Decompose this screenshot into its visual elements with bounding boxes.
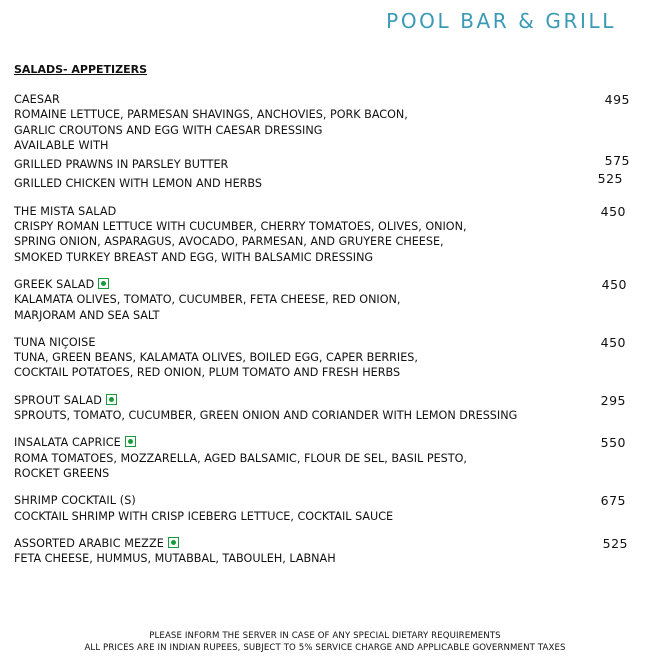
page-title: POOL BAR & GRILL [386, 9, 616, 33]
item-description: COCKTAIL SHRIMP WITH CRISP ICEBERG LETTUCE, COCKTAIL SAUCE [14, 509, 394, 523]
menu-item [14, 335, 630, 381]
item-price: 495 [604, 92, 630, 107]
item-name [14, 277, 630, 292]
item-description: KALAMATA OLIVES, TOMATO, CUCUMBER, FETA CHEESE, RED ONION, [14, 293, 401, 307]
footer-notes [0, 630, 650, 654]
item-price: 450 [600, 203, 626, 219]
addons-title: AVAILABLE WITH [14, 138, 109, 152]
item-name-text: GREEK SALAD [14, 277, 95, 291]
menu-item [14, 92, 630, 192]
addon-label: GRILLED PRAWNS IN PARSLEY BUTTER [14, 158, 229, 172]
item-name: TUNA NIÇOISE [14, 335, 96, 349]
item-name: SHRIMP COCKTAIL (S) [14, 494, 136, 508]
item-price: 450 [600, 334, 626, 350]
item-price: 295 [600, 392, 626, 408]
item-name: CAESAR [14, 93, 60, 106]
item-price: 450 [601, 276, 627, 292]
item-name [14, 536, 630, 551]
item-description: ROCKET GREENS [14, 466, 110, 480]
menu-item [14, 536, 630, 567]
footer-price-note: ALL PRICES ARE IN INDIAN RUPEES, SUBJECT TO 5% SERVICE CHARGE AND APPLICABLE GOVERNMENT TAXES [84, 643, 566, 653]
item-name-text: SPROUT SALAD [14, 393, 102, 407]
footer-dietary-note: PLEASE INFORM THE SERVER IN CASE OF ANY SPECIAL DIETARY REQUIREMENTS [149, 631, 501, 641]
item-price: 675 [600, 493, 626, 509]
section-title: SALADS- APPETIZERS [14, 63, 148, 76]
menu-list [14, 92, 630, 566]
menu-item [14, 393, 630, 424]
menu-item [14, 277, 630, 323]
item-price: 525 [602, 535, 628, 551]
item-description: ROMA TOMATOES, MOZZARELLA, AGED BALSAMIC, FLOUR DE SEL, BASIL PESTO, [14, 451, 467, 465]
item-description: GARLIC CROUTONS AND EGG WITH CAESAR DRESSING [14, 123, 323, 137]
item-description: FETA CHEESE, HUMMUS, MUTABBAL, TABOULEH, LABNAH [14, 552, 336, 566]
veg-indicator-icon [125, 436, 136, 447]
item-description: SMOKED TURKEY BREAST AND EGG, WITH BALSAMIC DRESSING [14, 250, 374, 264]
item-description: TUNA, GREEN BEANS, KALAMATA OLIVES, BOILED EGG, CAPER BERRIES, [14, 351, 418, 365]
addon-row [14, 153, 630, 172]
item-description: CRISPY ROMAN LETTUCE WITH CUCUMBER, CHERRY TOMATOES, OLIVES, ONION, [14, 220, 467, 234]
item-price: 550 [600, 435, 626, 451]
addon-price: 525 [597, 171, 623, 187]
addon-row [14, 172, 630, 191]
addon-label: GRILLED CHICKEN WITH LEMON AND HERBS [14, 177, 262, 191]
menu-item [14, 435, 630, 481]
item-name-text: INSALATA CAPRICE [14, 436, 121, 450]
item-name-text: ASSORTED ARABIC MEZZE [14, 536, 164, 550]
item-name: THE MISTA SALAD [14, 204, 117, 218]
item-description: COCKTAIL POTATOES, RED ONION, PLUM TOMATO AND FRESH HERBS [14, 366, 401, 380]
item-description: SPROUTS, TOMATO, CUCUMBER, GREEN ONION AND CORIANDER WITH LEMON DRESSING [14, 409, 518, 423]
veg-indicator-icon [106, 394, 117, 405]
menu-item [14, 204, 630, 265]
veg-indicator-icon [168, 537, 179, 548]
item-description: ROMAINE LETTUCE, PARMESAN SHAVINGS, ANCHOVIES, PORK BACON, [14, 108, 408, 122]
addon-price: 575 [604, 153, 630, 169]
item-name [14, 393, 630, 408]
item-description: MARJORAM AND SEA SALT [14, 308, 160, 322]
menu-item [14, 493, 630, 524]
item-name [14, 435, 630, 450]
item-description: SPRING ONION, ASPARAGUS, AVOCADO, PARMESAN, AND GRUYERE CHEESE, [14, 235, 444, 249]
veg-indicator-icon [98, 278, 109, 289]
